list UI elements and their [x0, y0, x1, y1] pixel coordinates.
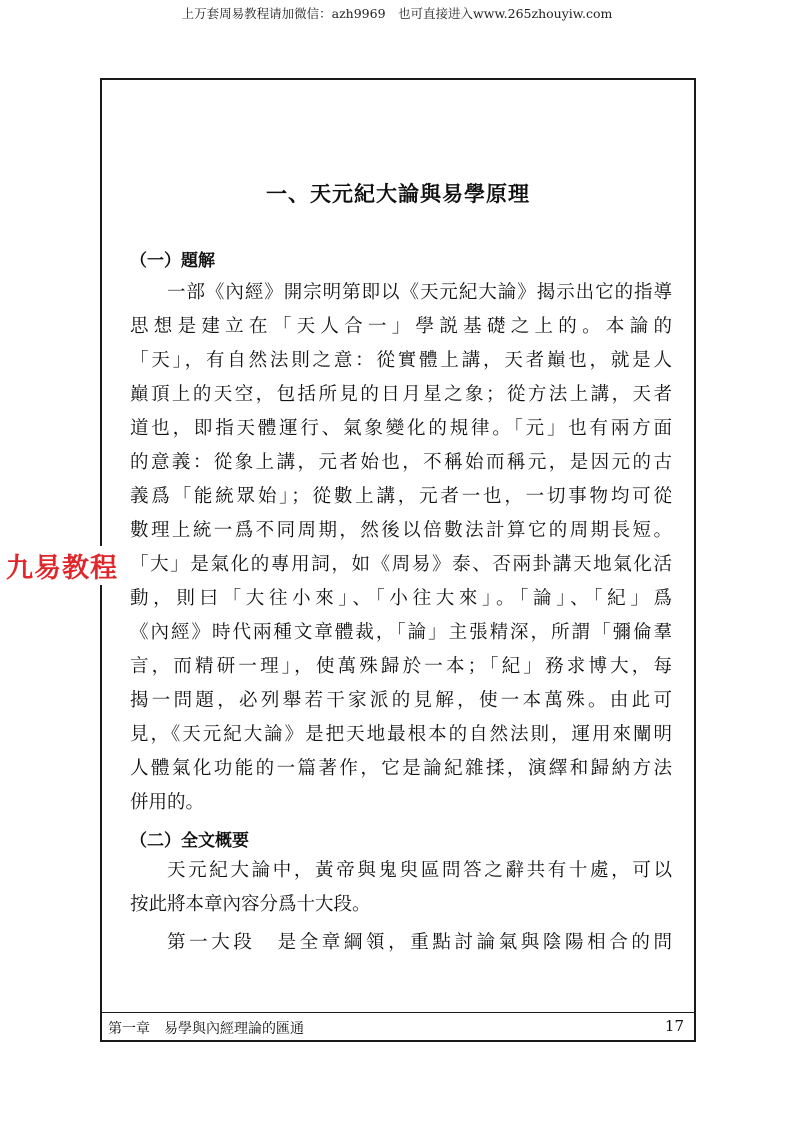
page-frame [100, 78, 696, 1042]
watermark-logo: 九易教程 [4, 546, 120, 585]
page-title: 一、天元紀大論與易學原理 [266, 182, 530, 206]
section-heading-2: （二）全文概要 [130, 831, 249, 851]
paragraph-line: 「天」，有自然法則之意：從實體上講，天者巔也，就是人 [130, 350, 672, 371]
footer-chapter: 第一章 易學與內經理論的匯通 [108, 1021, 304, 1037]
top-banner: 上万套周易教程请加微信：azh9969 也可直接进入www.265zhouyiw.com [181, 6, 613, 21]
section-heading-1: （一）題解 [130, 251, 215, 271]
paragraph-line: 人體氣化功能的一篇著作，它是論紀雜揉，演繹和歸納方法 [130, 758, 672, 779]
paragraph-line: 動，則曰「大往小來」、「小往大來」。「論」、「紀」爲 [130, 588, 672, 609]
paragraph-line: 道也，即指天體運行、氣象變化的規律。「元」也有兩方面 [130, 418, 672, 439]
paragraph-line: 巔頂上的天空，包括所見的日月星之象；從方法上講，天者 [130, 384, 672, 405]
paragraph-line: 天元紀大論中，黃帝與鬼臾區問答之辭共有十處，可以 [167, 860, 672, 881]
paragraph-line: 「大」是氣化的專用詞，如《周易》泰、否兩卦講天地氣化活 [130, 554, 672, 575]
paragraph-line: 一部《內經》開宗明第即以《天元紀大論》揭示出它的指導 [167, 282, 672, 303]
paragraph-line: 思想是建立在「天人合一」學説基礎之上的。本論的 [130, 316, 672, 337]
paragraph-line: 見，《天元紀大論》是把天地最根本的自然法則，運用來闡明 [130, 724, 672, 745]
paragraph-line: 《內經》時代兩種文章體裁，「論」主張精深，所謂「彌倫羣 [130, 622, 672, 643]
paragraph-line: 的意義：從象上講，元者始也，不稱始而稱元，是因元的古 [130, 452, 672, 473]
paragraph-line: 言，而精研一理」，使萬殊歸於一本；「紀」務求博大，每 [130, 656, 672, 677]
page-number: 17 [664, 1017, 684, 1035]
paragraph-line: 義爲「能統眾始」；從數上講，元者一也，一切事物均可從 [130, 486, 672, 507]
paragraph-line: 併用的。 [130, 792, 205, 813]
paragraph-line: 按此將本章內容分爲十大段。 [130, 894, 371, 915]
footer-rule [102, 1012, 694, 1013]
paragraph-line: 第一大段 是全章綱領，重點討論氣與陰陽相合的問 [167, 932, 672, 953]
paragraph-line: 數理上統一爲不同周期，然後以倍數法計算它的周期長短。 [130, 520, 672, 541]
paragraph-line: 揭一問題，必列舉若干家派的見解，使一本萬殊。由此可 [130, 690, 672, 711]
